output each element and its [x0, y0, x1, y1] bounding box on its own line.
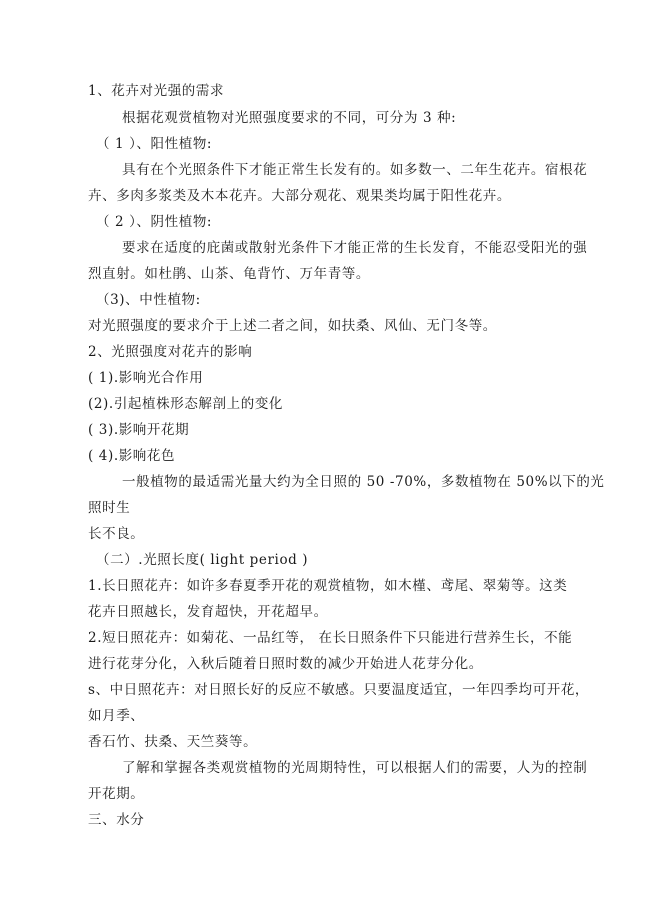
paragraph-line: 照时生 — [88, 500, 131, 516]
subheading-neutral-plants: （3)、中性植物: — [96, 292, 201, 308]
paragraph-line: 要求在适度的庇菌或散射光条件下才能正常的生长发育，不能忍受阳光的强 — [122, 240, 588, 256]
list-item: ( 1).影响光合作用 — [88, 370, 204, 386]
paragraph-line: 1.长日照花卉：如许多春夏季开花的观赏植物，如木槿、鸢尾、翠菊等。这类 — [88, 578, 568, 594]
paragraph-line: 进行花芽分化，入秋后随着日照时数的减少开始进人花芽分化。 — [88, 656, 483, 672]
subheading-sun-plants: （ 1 ）、阳性植物: — [96, 136, 213, 152]
paragraph-line: 如月季、 — [88, 708, 145, 724]
list-item: (2).引起植株形态解剖上的变化 — [88, 396, 284, 412]
heading-light-intensity: 1、花卉对光强的需求 — [88, 83, 225, 99]
heading-light-period: （二）.光照长度( light period ) — [96, 552, 309, 568]
list-item: ( 3).影响开花期 — [88, 422, 190, 438]
paragraph-line: 了解和掌握各类观赏植物的光周期特性，可以根据人们的需要，人为的控制 — [122, 760, 588, 776]
list-item: ( 4).影响花色 — [88, 448, 176, 464]
paragraph-line: 根据花观赏植物对光照强度要求的不同，可分为 3 种: — [122, 110, 457, 126]
heading-water: 三、水分 — [88, 812, 145, 828]
subheading-shade-plants: （ 2 ）、阴性植物: — [96, 214, 213, 230]
paragraph-line: 香石竹、扶桑、天竺葵等。 — [88, 734, 258, 750]
paragraph-line: 烈直射。如杜鹃、山茶、龟背竹、万年青等。 — [88, 266, 370, 282]
paragraph-line: s、中日照花卉：对日照长好的反应不敏感。只要温度适宜，一年四季均可开花， — [88, 682, 590, 698]
paragraph-line: 一般植物的最适需光量大约为全日照的 50 -70%，多数植物在 50%以下的光 — [122, 474, 605, 490]
paragraph-line: 长不良。 — [88, 526, 145, 542]
paragraph-line: 开花期。 — [88, 786, 145, 802]
paragraph-line: 花卉日照越长，发育超快，开花超早。 — [88, 604, 328, 620]
paragraph-line: 对光照强度的要求介于上述二者之间，如扶桑、风仙、无门冬等。 — [88, 318, 497, 334]
paragraph-line: 2.短日照花卉：如菊花、一品红等， 在长日照条件下只能进行营养生长，不能 — [88, 630, 573, 646]
heading-light-effects: 2、光照强度对花卉的影响 — [88, 344, 253, 360]
paragraph-line: 卉、多肉多浆类及木本花卉。大部分观花、观果类均属于阳性花卉。 — [88, 188, 511, 204]
paragraph-line: 具有在个光照条件下才能正常生长发有的。如多数一、二年生花卉。宿根花 — [122, 162, 588, 178]
